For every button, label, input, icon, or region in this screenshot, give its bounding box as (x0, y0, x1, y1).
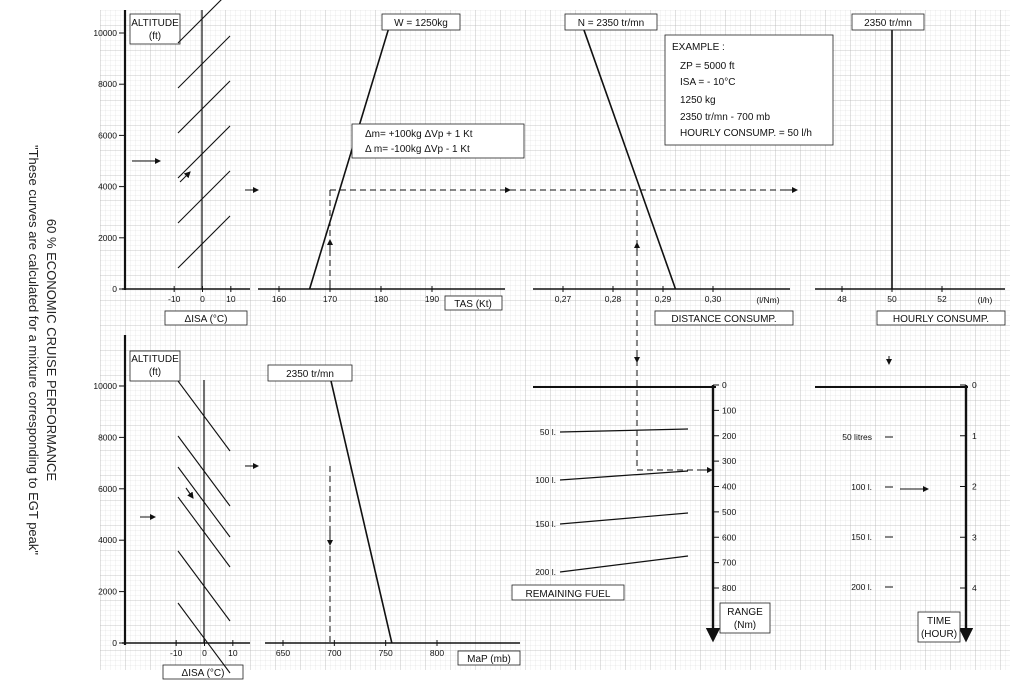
map-x-tick-label: 700 (327, 648, 342, 658)
tas-x-tick-label: 170 (322, 294, 338, 304)
altitude-bottom-y-tick-label: 0 (112, 638, 117, 648)
altitude-top-title: ALTITUDE (131, 18, 179, 29)
hourly-label: HOURLY CONSUMP. (892, 314, 990, 325)
example-line-4: 2350 tr/mn - 700 mb (680, 112, 771, 123)
tas-label: TAS (Kt) (454, 299, 492, 310)
isa-top-label: ΔISA (°C) (184, 314, 228, 325)
tas-curve-label: W = 1250kg (394, 18, 448, 29)
range-axis-unit: (Nm) (733, 620, 757, 631)
hourly-unit: (l/h) (977, 295, 993, 305)
range-tick-label: 300 (722, 456, 737, 467)
tas-x-tick-label: 190 (424, 294, 440, 304)
map-label: MaP (mb) (467, 654, 511, 665)
isa-bottom-x-tick-label: 10 (228, 648, 238, 658)
time-fuel-label: 100 l. (851, 482, 872, 492)
time-tick-label: 4 (972, 583, 977, 593)
range-tick-label: 600 (722, 532, 737, 543)
time-tick-label: 0 (972, 380, 977, 390)
altitude-bottom-unit: (ft) (148, 367, 162, 378)
distance-label: DISTANCE CONSUMP. (671, 314, 777, 325)
distance-x-tick-label: 0,28 (604, 294, 622, 304)
altitude-bottom-y-tick-label: 2000 (98, 586, 117, 597)
isa-bottom-x-tick-label: 0 (202, 648, 207, 658)
map-x-tick-label: 750 (378, 648, 393, 658)
range-tick-label: 100 (722, 405, 737, 416)
map-x-tick-label: 800 (429, 648, 445, 658)
example-line-2: ISA = - 10°C (680, 77, 736, 88)
distance-x-tick-label: 0,27 (554, 294, 572, 304)
altitude-bottom-y-tick-label: 8000 (98, 432, 117, 443)
altitude-top-y-tick-label: 0 (112, 284, 117, 294)
example-line-5: HOURLY CONSUMP. = 50 l/h (680, 128, 812, 139)
range-fuel-label: 100 l. (535, 475, 556, 485)
time-fuel-label: 200 l. (851, 582, 872, 592)
time-tick-label: 1 (972, 430, 977, 441)
range-tick-label: 400 (722, 481, 737, 492)
isa-bottom-label: ΔISA (°C) (181, 668, 225, 679)
hourly-x-tick-label: 52 (937, 294, 947, 304)
altitude-bottom-y-tick-label: 6000 (98, 483, 117, 494)
altitude-top-y-tick-label: 8000 (98, 79, 117, 90)
range-tick-label: 500 (722, 506, 737, 517)
altitude-bottom-y-tick-label: 10000 (93, 381, 117, 391)
altitude-top-y-tick-label: 2000 (98, 232, 117, 243)
distance-curve-label: N = 2350 tr/mn (577, 18, 645, 29)
range-tick-label: 200 (722, 430, 737, 441)
isa-top-x-tick-label: 10 (226, 294, 236, 304)
range-tick-label: 700 (722, 557, 737, 568)
range-tick-label: 800 (722, 583, 737, 593)
example-line-1: ZP = 5000 ft (680, 61, 735, 72)
isa-top-x-tick-label: -10 (168, 294, 181, 304)
range-fuel-label: 50 l. (539, 427, 556, 437)
hourly-x-tick-label: 50 (887, 294, 897, 304)
example-box (665, 35, 833, 145)
side-title-line1: 60 % ECONOMIC CRUISE PERFORMANCE (44, 218, 59, 482)
range-tick-label: 0 (722, 380, 727, 390)
altitude-bottom-y-tick-label: 4000 (98, 535, 117, 546)
time-tick-label: 2 (972, 481, 977, 492)
tas-x-tick-label: 180 (373, 294, 389, 304)
isa-top-x-tick-label: 0 (200, 294, 205, 304)
example-title: EXAMPLE : (672, 42, 725, 53)
isa-bottom-x-tick-label: -10 (170, 648, 183, 658)
altitude-top-unit: (ft) (148, 31, 162, 42)
distance-x-tick-label: 0,29 (654, 294, 672, 304)
altitude-bottom-title: ALTITUDE (131, 354, 179, 365)
time-axis-title: TIME (927, 616, 951, 627)
distance-unit: (l/Nm) (756, 295, 780, 305)
range-fuel-title: REMAINING FUEL (525, 589, 611, 600)
range-fuel-label: 200 l. (535, 567, 556, 577)
time-axis-unit: (HOUR) (920, 629, 958, 640)
altitude-top-y-tick-label: 4000 (98, 181, 117, 192)
time-fuel-label: 50 litres (842, 432, 872, 442)
time-tick-label: 3 (972, 532, 977, 543)
hourly-curve-label: 2350 tr/mn (864, 18, 912, 29)
altitude-top-y-tick-label: 10000 (93, 28, 117, 38)
altitude-top-y-tick-label: 6000 (98, 130, 117, 141)
tas-x-tick-label: 160 (271, 294, 287, 304)
tas-note-2: Δ m= -100kg ΔVp - 1 Kt (365, 144, 470, 155)
map-x-tick-label: 650 (275, 648, 291, 658)
hourly-x-tick-label: 48 (837, 294, 847, 304)
side-title-line2: "These curves are calculated for a mixture corresponding to EGT peak" (26, 144, 41, 556)
map-curve-label: 2350 tr/mn (286, 369, 334, 380)
range-fuel-label: 150 l. (535, 519, 556, 529)
range-axis-title: RANGE (727, 607, 763, 618)
tas-note-1: Δm= +100kg ΔVp + 1 Kt (365, 129, 473, 140)
example-line-3: 1250 kg (680, 95, 716, 106)
distance-x-tick-label: 0,30 (704, 294, 722, 304)
time-fuel-label: 150 l. (851, 532, 872, 542)
